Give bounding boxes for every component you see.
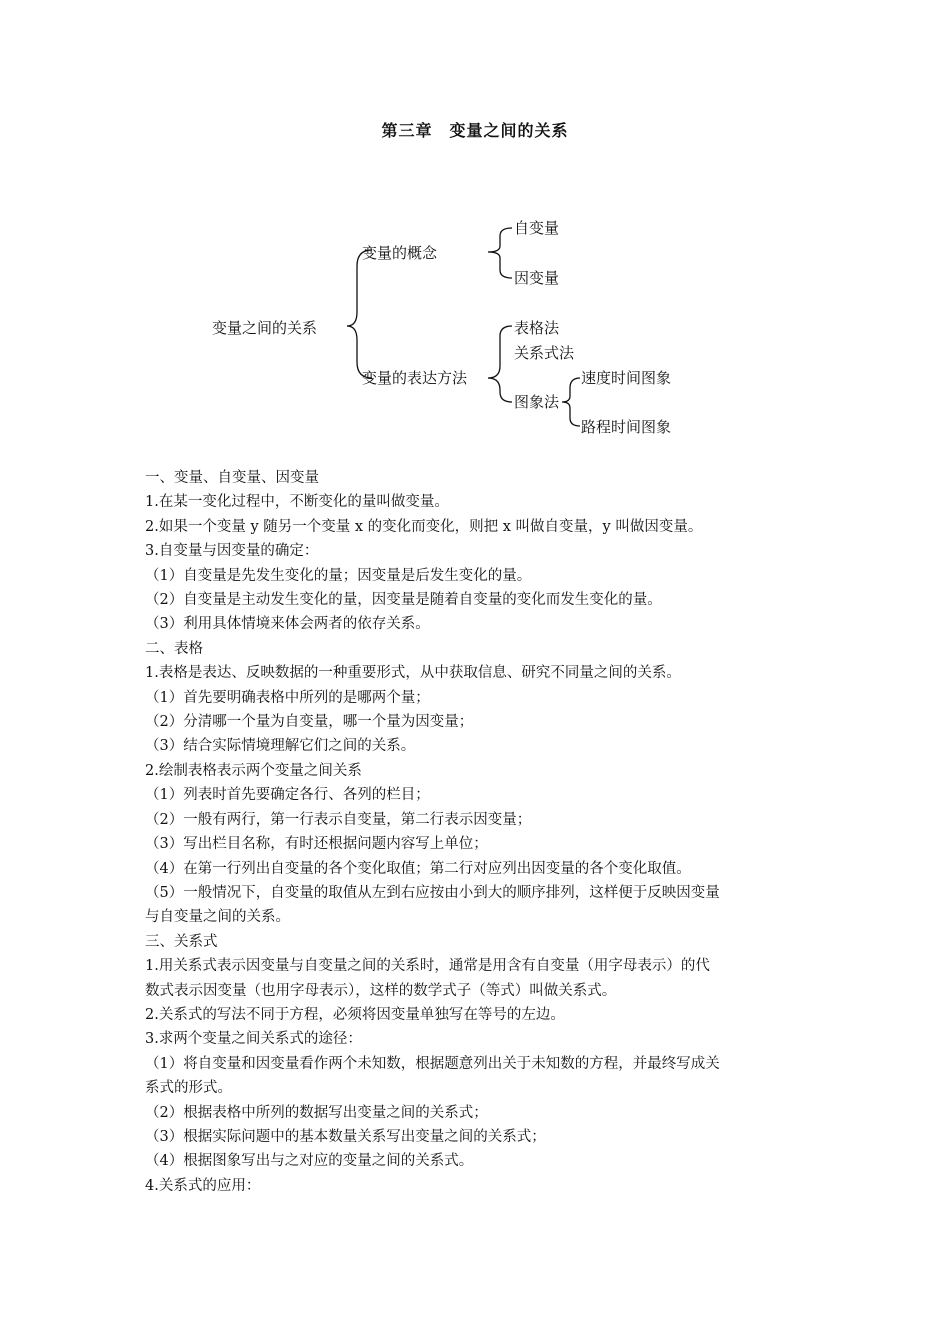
text-line: （2）一般有两行，第一行表示自变量，第二行表示因变量； [145, 811, 532, 828]
brace-expression [488, 326, 512, 402]
text-line: （1）首先要明确表格中所列的是哪两个量； [145, 689, 430, 706]
text-line: 3.求两个变量之间关系式的途径： [145, 1031, 362, 1048]
text-line: 2.关系式的写法不同于方程，必须将因变量单独写在等号的左边。 [145, 1006, 565, 1023]
text-line: 系式的形式。 [145, 1080, 232, 1097]
text-line: 1.用关系式表示因变量与自变量之间的关系时，通常是用含有自变量（用字母表示）的代 [145, 958, 710, 975]
diagram-independent: 自变量 [514, 219, 560, 237]
section-heading-2: 二、表格 [145, 640, 203, 657]
text-line: 1.表格是表达、反映数据的一种重要形式，从中获取信息、研究不同量之间的关系。 [145, 665, 681, 682]
brace-concept [488, 228, 512, 278]
concept-map-braces [0, 0, 950, 460]
text-line: 与自变量之间的关系。 [145, 909, 290, 926]
diagram-root: 变量之间的关系 [212, 319, 318, 337]
diagram-speed-time: 速度时间图象 [581, 369, 672, 387]
text-line: （1）列表时首先要确定各行、各列的栏目； [145, 787, 430, 804]
text-line: 3.自变量与因变量的确定： [145, 543, 319, 560]
section-heading-1: 一、变量、自变量、因变量 [145, 470, 319, 486]
text-line: （2）分清哪一个量为自变量，哪一个量为因变量； [145, 714, 474, 731]
brace-root [347, 250, 372, 378]
text-line: 2.如果一个变量 y 随另一个变量 x 的变化而变化，则把 x 叫做自变量，y 叫做因变量。 [145, 518, 703, 535]
body-text [145, 466, 815, 1198]
diagram-concept: 变量的概念 [362, 244, 438, 262]
text-line: （3）写出栏目名称，有时还根据问题内容写上单位； [145, 836, 488, 853]
diagram-distance-time: 路程时间图象 [581, 418, 672, 436]
section-heading-3: 三、关系式 [145, 933, 218, 950]
diagram-formula-method: 关系式法 [514, 344, 575, 362]
brace-graph [562, 378, 580, 426]
text-line: （3）根据实际问题中的基本数量关系写出变量之间的关系式； [145, 1128, 546, 1145]
diagram-expression: 变量的表达方法 [362, 369, 468, 387]
text-line: （2）根据表格中所列的数据写出变量之间的关系式； [145, 1104, 488, 1121]
diagram-dependent: 因变量 [514, 269, 560, 287]
text-line: （4）根据图象写出与之对应的变量之间的关系式。 [145, 1153, 474, 1170]
diagram-graph-method: 图象法 [514, 393, 560, 411]
text-line: （3）利用具体情境来体会两者的依存关系。 [145, 616, 430, 633]
text-line: （3）结合实际情境理解它们之间的关系。 [145, 738, 416, 755]
text-line: 数式表示因变量（也用字母表示），这样的数学式子（等式）叫做关系式。 [145, 982, 617, 999]
text-line: （4）在第一行列出自变量的各个变化取值；第二行对应列出因变量的各个变化取值。 [145, 860, 691, 877]
page-title: 第三章 变量之间的关系 [381, 121, 569, 140]
diagram-table-method: 表格法 [514, 319, 560, 337]
text-line: （1）自变量是先发生变化的量；因变量是后发生变化的量。 [145, 567, 532, 584]
text-line: （1）将自变量和因变量看作两个未知数，根据题意列出关于未知数的方程，并最终写成关 [145, 1055, 720, 1072]
text-line: （5）一般情况下，自变量的取值从左到右应按由小到大的顺序排列，这样便于反映因变量 [145, 884, 720, 901]
text-line: 4.关系式的应用： [145, 1177, 261, 1194]
text-line: （2）自变量是主动发生变化的量，因变量是随着自变量的变化而发生变化的量。 [145, 592, 662, 609]
text-line: 1.在某一变化过程中，不断变化的量叫做变量。 [145, 494, 449, 511]
text-line: 2.绘制表格表示两个变量之间关系 [145, 762, 362, 779]
